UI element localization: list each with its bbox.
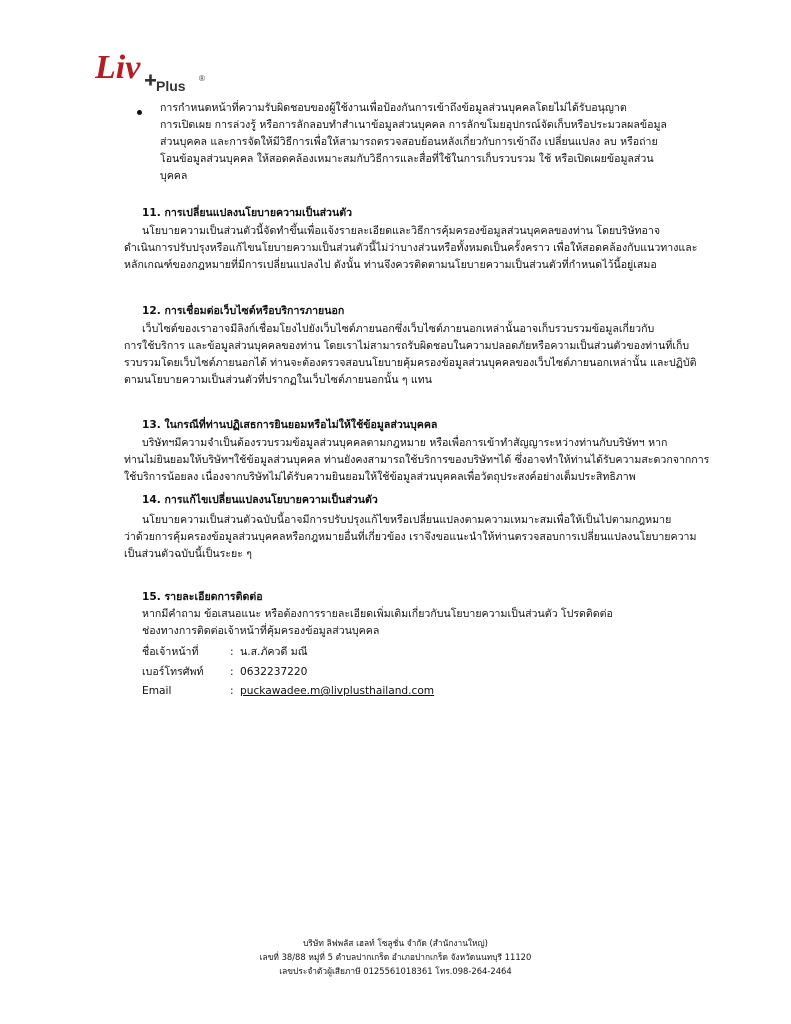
contact-email-link[interactable]: puckawadee.m@livplusthailand.com [240,685,435,697]
contact-separator: : [230,646,234,658]
section-12-body [124,321,696,389]
section-11-line: นโยบายความเป็นส่วนตัวนี้จัดทำขึ้นเพื่อแจ้งรายละเอียดและวิธีการคุ้มครองข้อมูลส่วนบุคคลของท่าน โดยบริษัทอาจ [142,225,661,237]
contact-name-value: น.ส.ภัควดี มณี [240,646,308,658]
contact-separator: : [230,666,234,678]
section-12-line: ตามนโยบายความเป็นส่วนตัวที่ปรากฏในเว็บไซต์ภายนอกนั้น ๆ แทน [124,374,432,386]
section-12-line: เว็บไซต์ของเราอาจมีลิงก์เชื่อมโยงไปยังเว็บไซต์ภายนอกซึ่งเว็บไซต์ภายนอกเหล่านั้นอาจเก็บรวบรวมข้อมูลเกี่ยวกับ [142,323,655,335]
section-14-body [124,512,696,563]
section-13-line: ท่านไม่ยินยอมให้บริษัทฯใช้ข้อมูลส่วนบุคคล ท่านยังคงสามารถใช้บริการของบริษัทฯได้ ซึ่งอาจทำให้ท่านได้รับความสะดวกจากการ [124,454,710,466]
section-11-body [124,223,697,274]
section-15-line: หากมีคำถาม ข้อเสนอแนะ หรือต้องการรายละเอียดเพิ่มเติมเกี่ยวกับนโยบายความเป็นส่วนตัว โปรดติดต่อ [142,608,613,620]
footer-company-name: บริษัท ลิฟพลัส เฮลท์ โซลูชั่น จำกัด (สำนักงานใหญ่) [303,938,488,948]
livplus-logo [95,46,215,96]
bullet-paragraph [160,100,667,185]
contact-phone-row [142,664,307,681]
contact-name-label: ชื่อเจ้าหน้าที่ [142,646,199,658]
section-14-line: นโยบายความเป็นส่วนตัวฉบับนี้อาจมีการปรับปรุงแก้ไขหรือเปลี่ยนแปลงตามความเหมาะสมเพื่อให้เป็นไปตามกฎหมาย [142,514,672,526]
section-13-body [124,435,709,486]
bullet-line: การเปิดเผย การล่วงรู้ หรือการลักลอบทำสำเนาข้อมูลส่วนบุคคล การลักขโมยอุปกรณ์จัดเก็บหรือประมวลผลข้อมูล [160,119,667,131]
contact-phone-value: 0632237220 [240,666,308,678]
section-13-heading: 13. ในกรณีที่ท่านปฏิเสธการยินยอมหรือไม่ให้ใช้ข้อมูลส่วนบุคคล [142,419,438,431]
section-14-line: ว่าด้วยการคุ้มครองข้อมูลส่วนบุคคลหรือกฎหมายอื่นที่เกี่ยวข้อง เราจึงขอแนะนำให้ท่านตรวจสอบการเปลี่ยนแปลงนโยบายความ [124,531,697,543]
section-14-heading: 14. การแก้ไขเปลี่ยนแปลงนโยบายความเป็นส่วนตัว [142,494,378,506]
section-15-heading: 15. รายละเอียดการติดต่อ [142,591,263,603]
logo-plus-text: Plus [156,78,186,94]
footer [0,936,791,978]
section-14-line: เป็นส่วนตัวฉบับนี้เป็นระยะ ๆ [124,548,252,560]
logo-liv-text: Liv [95,49,141,86]
section-13-line: ใช้บริการน้อยลง เนื่องจากบริษัทไม่ได้รับความยินยอมให้ใช้ข้อมูลส่วนบุคคลเพื่อวัตถุประสงค์อย่างเต็มประสิทธิภาพ [124,471,636,483]
bullet-line: ส่วนบุคคล และการจัดให้มีวิธีการเพื่อให้สามารถตรวจสอบย้อนหลังเกี่ยวกับการเข้าถึง เปลี่ยนแปลง ลบ หรือถ่าย [160,136,658,148]
section-11-heading: 11. การเปลี่ยนแปลงนโยบายความเป็นส่วนตัว [142,207,353,219]
section-12-heading: 12. การเชื่อมต่อเว็บไซต์หรือบริการภายนอก [142,305,345,317]
bullet-dot [137,110,142,115]
section-15-line: ช่องทางการติดต่อเจ้าหน้าที่คุ้มครองข้อมูลส่วนบุคคล [142,625,380,637]
section-12-line: การใช้บริการ และข้อมูลส่วนบุคคลของท่าน โดยเราไม่สามารถรับผิดชอบในความปลอดภัยหรือความเป็นส่วนตัวของท่านที่เก็บ [124,340,690,352]
footer-address: เลขที่ 38/88 หมู่ที่ 5 ตำบลปากเกร็ด อำเภอปากเกร็ด จังหวัดนนทบุรี 11120 [259,952,532,962]
footer-tax-phone: เลขประจำตัวผู้เสียภาษี 0125561018361 โทร.098-264-2464 [279,966,512,976]
section-11-line: ดำเนินการปรับปรุงหรือแก้ไขนโยบายความเป็นส่วนตัวนี้ไม่ว่าบางส่วนหรือทั้งหมดเป็นครั้งคราว เพื่อให้สอดคล้องกับแนวทางและ [124,242,698,254]
contact-email-label: Email [142,685,172,697]
bullet-line: การกำหนดหน้าที่ความรับผิดชอบของผู้ใช้งานเพื่อป้องกันการเข้าถึงข้อมูลส่วนบุคคลโดยไม่ได้รับอนุญาต [160,102,627,114]
section-11-line: หลักเกณฑ์ของกฎหมายที่มีการเปลี่ยนแปลงไป ดังนั้น ท่านจึงควรติดตามนโยบายความเป็นส่วนตัวที่กำหนดไว้นี้อยู่เสมอ [124,259,657,271]
section-13-line: บริษัทฯมีความจำเป็นต้องรวบรวมข้อมูลส่วนบุคคลตามกฎหมาย หรือเพื่อการเข้าทำสัญญาระหว่างท่านกับบริษัทฯ หาก [142,437,668,449]
contact-name-row [142,644,308,661]
logo-registered-mark: ® [199,74,205,83]
bullet-line: โอนข้อมูลส่วนบุคคล ให้สอดคล้องเหมาะสมกับวิธีการและสื่อที่ใช้ในการเก็บรวบรวม ใช้ หรือเปิดเผยข้อมูลส่วน [160,153,654,165]
section-12-line: รวบรวมโดยเว็บไซต์ภายนอกได้ ท่านจะต้องตรวจสอบนโยบายคุ้มครองข้อมูลส่วนบุคคลของเว็บไซต์ภายนอกเหล่านั้น และปฏิบัติ [124,357,697,369]
contact-phone-label: เบอร์โทรศัพท์ [142,666,204,678]
bullet-line: บุคคล [160,170,188,182]
contact-email-row [142,683,434,700]
livplus-logo-graphic [95,46,215,96]
section-15-body [142,606,613,640]
contact-separator: : [230,685,234,697]
